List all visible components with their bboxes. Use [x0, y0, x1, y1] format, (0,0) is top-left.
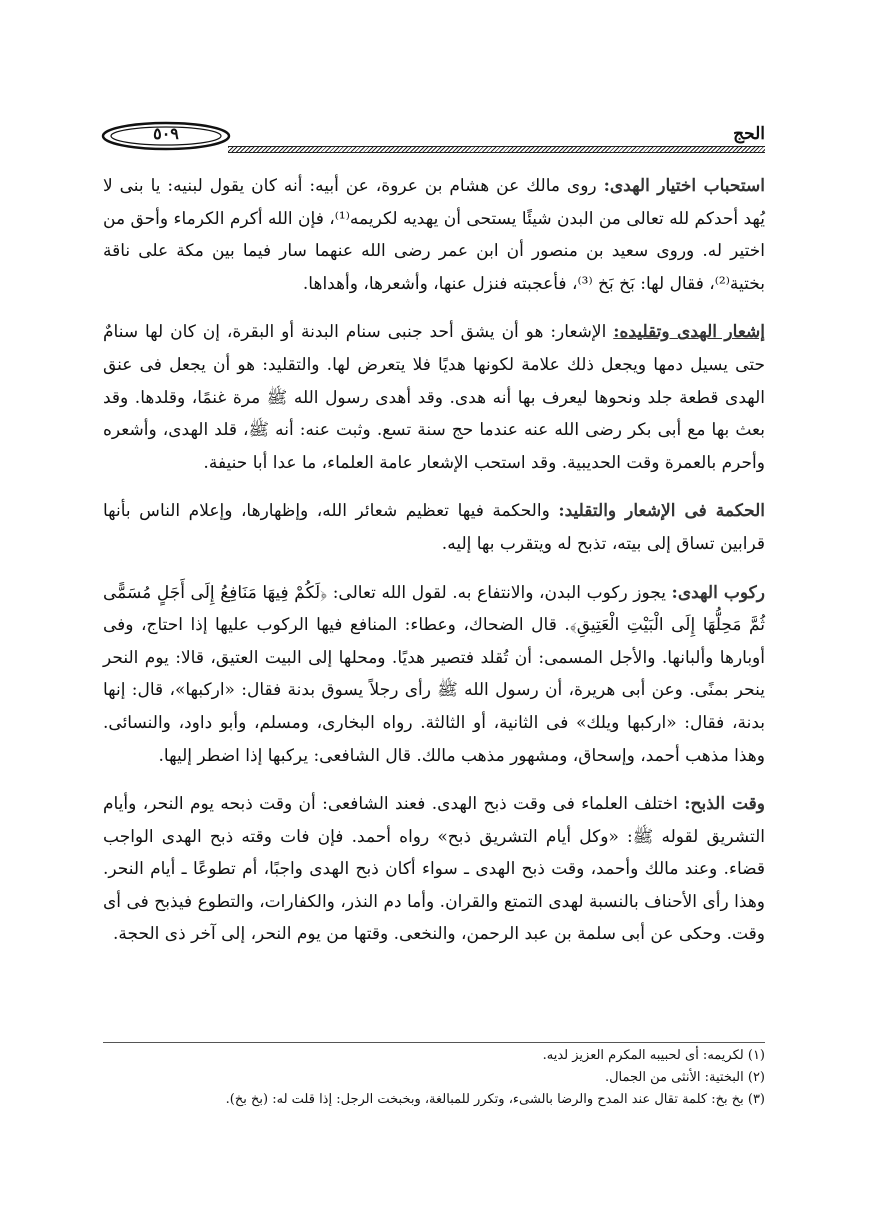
chapter-title: الحج — [733, 124, 765, 144]
paragraph-heading: استحباب اختيار الهدى: — [603, 176, 765, 196]
header-rule — [228, 146, 765, 153]
paragraph — [103, 170, 765, 300]
footnote: (٢) البختية: الأنثى من الجمال. — [604, 1070, 765, 1085]
main-text — [103, 170, 765, 967]
paragraph — [103, 495, 765, 560]
paragraph — [103, 316, 765, 479]
footnote: (١) لكريمه: أى لحبيبه المكرم العزيز لديه. — [542, 1048, 765, 1063]
paragraph-text: الإشعار: هو أن يشق أحد جنبى سنام البدنة أو البقرة، إن كان لها سنامٌ حتى يسيل دمها ويجعل ذلك علامة لكونها هديًا فلا يتعرض لها. والتقليد: هو أن يجعل فى عنق الهدى قطعة جلد ونحوها ليعرف بها أنه هدى. وقد أهدى رسول الله ﷺ مرة غنمًا، وقلدها. وقد بعث بها مع أبى بكر رضى الله عنه عندما حج سنة تسع. وثبت عنه: أنه ﷺ، قلد الهدى، وأشعره وأحرم بالعمرة وقت الحديبية. وقد استحب الإشعار عامة العلماء، ما عدا أبا حنيفة. — [103, 322, 765, 473]
footnote: (٣) بخ بخ: كلمة تقال عند المدح والرضا بالشىء، وتكرر للمبالغة، وبخبخت الرجل: إذا قلت له: (بخ بخ). — [225, 1092, 765, 1107]
paragraph — [103, 788, 765, 951]
paragraph-text: اختلف العلماء فى وقت ذبح الهدى. فعند الشافعى: أن وقت ذبحه يوم النحر، وأيام التشريق لقوله ﷺ: «وكل أيام التشريق ذبح» رواه أحمد. فإن فات وقته ذبح الهدى الواجب قضاء. وعند مالك وأحمد، وقت ذبح الهدى ـ سواء أكان ذبح الهدى واجبًا، أم تطوعًا ـ أيام النحر. وهذا رأى الأحناف بالنسبة لهدى التمتع والقران. وأما دم النذر، والكفارات، والتطوع فيذبح فى أى وقت. وحكى عن أبى سلمة بن عبد الرحمن، والنخعى. وقتها من يوم النحر، إلى آخر ذى الحجة. — [103, 794, 765, 945]
paragraph — [103, 577, 765, 773]
footnotes — [103, 1042, 765, 1111]
paragraph-heading: إشعار الهدى وتقليده: — [613, 322, 765, 343]
paragraph-heading: وقت الذبح: — [684, 794, 765, 815]
page-number: ٥٠٩ — [153, 124, 179, 143]
paragraph-heading: ركوب الهدى: — [671, 582, 765, 603]
page-number-badge — [100, 120, 232, 150]
paragraph-text: يجوز ركوب البدن، والانتفاع به. لقول الله تعالى: ﴿لَكُمْ فِيهَا مَنَافِعُ إِلَى أَجَلٍ مُسَمًّى ثُمَّ مَحِلُّهَا إِلَى الْبَيْتِ الْعَتِيقِ﴾. قال الضحاك، وعطاء: المنافع فيها الركوب عليها إذا احتاج، وفى أوبارها وألبانها. والأجل المسمى: أن تُقلد فتصير هديًا. ومحلها إلى البيت العتيق، قالا: يوم النحر ينحر بمنًى. وعن أبى هريرة، أن رسول الله ﷺ رأى رجلاً يسوق بدنة فقال: «اركبها»، قال: إنها بدنة، فقال: «اركبها ويلك» فى الثانية، أو الثالثة. رواه البخارى، ومسلم، وأبو داود، والنسائى. وهذا مذهب أحمد، وإسحاق، ومشهور مذهب مالك. قال الشافعى: يركبها إذا اضطر إليها. — [103, 582, 765, 766]
page-header — [100, 118, 765, 158]
paragraph-text: روى مالك عن هشام بن عروة، عن أبيه: أنه كان يقول لبنيه: يا بنى لا يُهد أحدكم لله تعالى من البدن شيئًا يستحى أن يهديه لكريمه⁽¹⁾، فإن الله أكرم الكرماء وأحق من اختير له. وروى سعيد بن منصور أن ابن عمر رضى الله عنهما سار فيما بين مكة على ناقة بختية⁽²⁾، فقال لها: بَخ بَخ ⁽³⁾، فأعجبته فنزل عنها، وأشعرها، وأهداها. — [103, 176, 766, 294]
paragraph-heading: الحكمة فى الإشعار والتقليد: — [558, 501, 766, 522]
paragraph-text: والحكمة فيها تعظيم شعائر الله، وإظهارها، وإعلام الناس بأنها قرابين تساق إلى بيته، تذبح له ويتقرب بها إليه. — [103, 501, 765, 554]
